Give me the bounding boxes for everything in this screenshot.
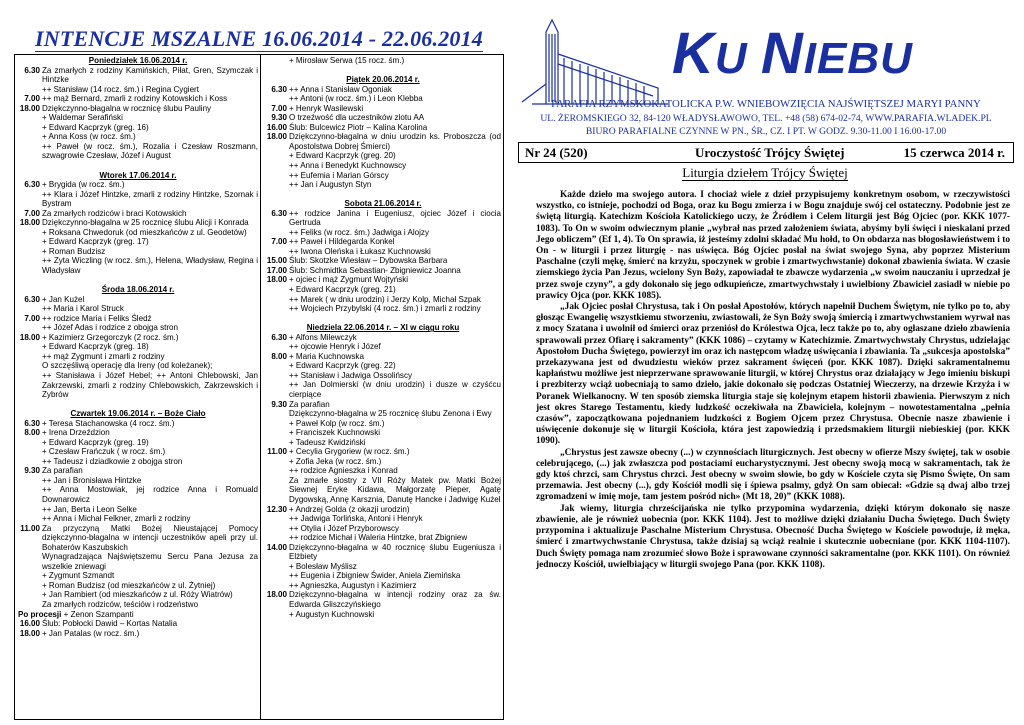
intention-entry	[18, 371, 258, 400]
mass-time: 18.00	[19, 332, 40, 342]
intention-text: + Augustyn Kuchnowski	[289, 609, 375, 619]
intention-entry	[18, 457, 258, 467]
intention-entry	[265, 266, 501, 276]
intention-text: + Zenon Szampanti	[63, 609, 134, 619]
intention-entry	[18, 552, 258, 571]
intention-text: ++ Zyta Wiczling (w rocz. śm.), Helena, Władysław, Regina i Władysław	[42, 256, 258, 275]
intention-entry	[265, 533, 501, 543]
intention-text: + Alfons Milewczyk	[289, 332, 357, 342]
intention-text: Wynagradzająca Najświętszemu Sercu Pana Jezusa za wszelkie zniewagi	[42, 552, 258, 571]
day-heading: Piątek 20.06.2014 r.	[346, 75, 420, 85]
mass-time: 11.00	[267, 447, 287, 457]
intention-text: ++ Paweł (w rocz. śm.), Rozalia i Czesław Roszmann, szwagrowie Czesław, Józef i August	[42, 141, 258, 161]
intention-entry	[18, 218, 258, 228]
spacer	[18, 161, 258, 171]
column-divider	[260, 55, 261, 719]
day-heading: Środa 18.06.2014 r.	[101, 285, 175, 295]
intention-entry	[265, 56, 501, 66]
intention-entry	[18, 247, 258, 257]
article-title: Liturgia dziełem Trójcy Świętej	[682, 165, 848, 180]
intention-text: + Franciszek Kuchnowski	[289, 428, 381, 438]
intention-text: + Henryk Wasilewski	[289, 103, 364, 113]
intention-entry	[265, 256, 501, 266]
mass-time: 7.00	[271, 103, 287, 113]
intention-text: ++ Eugenia i Zbigniew Świder, Aniela Ziemińska	[289, 571, 461, 581]
mass-time: 18.00	[19, 628, 40, 638]
intention-text: Dziękczynno-błagalna w 25 rocznicę ślubu Alicji i Konrada	[42, 218, 249, 228]
intention-entry	[265, 333, 501, 343]
intention-text: Dziękczynno-błagalna w intencji rodziny oraz za św. Edwarda Gliszczyńskiego	[289, 590, 501, 610]
intention-entry	[265, 180, 501, 190]
intention-text: Za przyczyną Matki Bożej Nieustającej Pomocy dziękczynno-błagalna w intencji uczestników apeli przy ul. Bohaterów Kaszubskich	[42, 523, 258, 552]
day-heading: Wtorek 17.06.2014 r.	[99, 170, 177, 180]
intention-text: + Edward Kacprzyk (greg. 16)	[42, 122, 149, 132]
intention-text: + Brygida (w rocz. śm.)	[42, 180, 125, 190]
intention-text: Za zmarłych rodziców i braci Kotowskich	[42, 208, 187, 218]
intention-entry	[18, 314, 258, 324]
intention-text: Za zmarłych rodziców, teściów i rodzeństwo	[42, 600, 199, 610]
intention-text: + Cecylia Grygoriew (w rocz. śm.)	[289, 447, 410, 457]
spacer	[18, 276, 258, 286]
intention-entry	[18, 619, 258, 629]
intention-entry	[18, 524, 258, 553]
intention-text: ++ Stanisława i Józef Hebel; ++ Antoni Chlebowski, Jan Zakrzewski, zmarli z rodziny Chlebowskich, Zakrzewskich i Zybrów	[42, 370, 258, 400]
intention-text: + ojciec i mąż Zygmunt Wojtyński	[289, 275, 409, 285]
parish-address: UL. ŻEROMSKIEGO 32, 84-120 WŁADYSŁAWOWO, TEL. +48 (58) 674-02-74, WWW.PARAFIA.WLADEK.PL	[540, 112, 992, 124]
intention-entry	[265, 361, 501, 371]
intention-text: Za parafian	[42, 466, 83, 476]
article-body	[536, 190, 1010, 571]
intention-text: + Andrzej Golda (z okazji urodzin)	[289, 504, 410, 514]
parish-name: PARAFIA RZYMSKOKATOLICKA P.W. WNIEBOWZIĘCIA NAJŚWIĘTSZEJ MARYI PANNY	[551, 98, 981, 110]
mass-time: 18.00	[19, 218, 40, 228]
intention-text: + Edward Kacprzyk (greg. 17)	[42, 237, 149, 247]
intention-text: ++ mąż Zygmunt i zmarli z rodziny	[42, 351, 165, 361]
intention-entry	[265, 342, 501, 352]
intention-entry	[18, 476, 258, 486]
issue-bar	[518, 142, 1014, 163]
intention-entry	[18, 132, 258, 142]
mass-time: Po procesji	[18, 609, 62, 619]
intention-entry	[265, 371, 501, 381]
intention-entry	[18, 209, 258, 219]
article-paragraph: Jak wiemy, liturgia chrześcijańska nie tylko przypomina wydarzenia, dzięki którym dokonało się nasze zbawienie, ale je również uobecnia (por. KKK 1104). Jest to możliwe dzięki działaniu Ducha Świętego. Duch Święty przypomina i aktualizuje Paschalne Misterium Chrystusa. Obecność Ducha Świętego w Kościele powoduje, iż męka, śmierć i zmartwychwstanie Chrystusa, także dzisiaj są wciąż realnie i skutecznie uobecniane (por. KKK 1104-1107). Duch Święty pomaga nam zrozumieć słowo Boże i sprawowane czynności sakramentalne (por. KKK 1101). On również jednoczy Kościół, uwielbiający w liturgii swojego Pana (por. KKK 1108).	[536, 503, 1010, 570]
intention-text: ++ Paweł i Hildegarda Konkel	[289, 237, 395, 247]
day-heading: Sobota 21.06.2014 r.	[344, 199, 422, 209]
intention-entry	[265, 151, 501, 161]
intention-text: + Jan Rambiert (od mieszkańców z ul. Róży Wiatrów)	[42, 590, 233, 600]
mass-time: 7.00	[24, 94, 40, 104]
article-paragraph: Każde dzieło ma swojego autora. I chociaż wiele z dzieł przypisujemy konkretnym osobom, w rzeczywistości wszystko, co istnieje, pochodzi od Boga, oraz ku Bogu zmierza i w Bogu znajduje swój cel ostateczny. Podobnie jest ze świętą liturgią. Katechizm Kościoła Katolickiego uczy, że Źródłem i Celem liturgii jest Bóg Ojciec (por. KKK 1077-1083). To On w swoim odwiecznym planie „wybrał nas przed założeniem świata, abyśmy byli święci i nieskalani przed Jego obliczem” (Ef 1, 4). To On sprawia, iż jesteśmy zdolni składać Mu hołd, to On obdarza nas błogosławieństwem i to On - w liturgii i przez liturgię - nas uświęca. Bóg Ojciec posłał na świat swojego Syna, aby poprzez Misterium Paschalne (czyli mękę, śmierć na krzyżu, spoczynek w grobie i zmartwychwstanie) dokonał zbawienia świata. W czasie ziemskiego życia Pan Jezus, wcielony Syn Boży, zapowiadał te zbawcze wydarzenia „w swoim nauczaniu i uprzedzał je przez swoje czyny”, a gdy dokonało się jego odkupieńcze, zmartwychwstały i uwielbiony Zbawiciel zasiadł w niebie po prawicy Ojca (por. KKK 1085).	[536, 190, 1010, 301]
intention-entry	[265, 304, 501, 314]
intentions-section	[14, 26, 504, 721]
intention-text: ++ Anna Mostowiak, jej rodzice Anna i Romuald Downarowicz	[42, 485, 258, 505]
intention-entry	[18, 323, 258, 333]
mass-time: 18.00	[266, 590, 287, 600]
mass-time: 6.30	[271, 332, 287, 342]
mass-time: 6.30	[24, 418, 40, 428]
parish-info	[518, 98, 1014, 139]
intention-text: ++ Marek ( w dniu urodzin) i Jerzy Kolp, Michał Szpak	[289, 294, 481, 304]
spacer	[265, 314, 501, 324]
intention-text: Ślub: Pobłocki Dawid – Kortas Natalia	[42, 619, 178, 629]
intention-text: + Edward Kacprzyk (greg. 21)	[289, 285, 396, 295]
intention-entry	[265, 400, 501, 410]
intention-entry	[18, 485, 258, 504]
intention-text: + Mirosław Serwa (15 rocz. śm.)	[289, 56, 405, 65]
mass-time: 8.00	[24, 428, 40, 438]
intention-text: ++ Otylia i Józef Przyborowscy	[289, 523, 400, 533]
spacer	[265, 190, 501, 200]
intention-entry	[18, 428, 258, 438]
intention-text: + Bolesław Myślisz	[289, 561, 357, 571]
intention-entry	[265, 85, 501, 95]
intention-entry	[265, 171, 501, 181]
intention-entry	[18, 66, 258, 85]
intention-entry	[265, 524, 501, 534]
intention-entry	[18, 104, 258, 114]
day-heading: Czwartek 19.06.2014 r. – Boże Ciało	[70, 409, 206, 419]
intention-entry	[265, 610, 501, 620]
intention-entry	[265, 562, 501, 572]
intention-entry	[265, 447, 501, 457]
intention-text: + Paweł Kolp (w rocz. śm.)	[289, 418, 385, 428]
intention-entry	[18, 590, 258, 600]
intention-text: + Roksana Chwedoruk (od mieszkańców z ul. Geodetów)	[42, 227, 247, 237]
issue-date: 15 czerwca 2014 r.	[903, 145, 1005, 160]
intention-text: ++ Jadwiga Torlińska, Antoni i Henryk	[289, 514, 423, 524]
intention-text: Za zmarłych z rodziny Kamińskich, Piłat, Gren, Szymczak i Hintzke	[42, 65, 258, 85]
intention-entry	[18, 228, 258, 238]
church-logo-icon	[518, 14, 670, 106]
intention-text: ++ Agnieszka, Augustyn i Kazimierz	[289, 580, 417, 590]
mass-time: 18.00	[19, 103, 40, 113]
intention-entry	[265, 132, 501, 151]
intention-entry	[18, 600, 258, 610]
intention-text: ++ Anna i Stanisław Ogoniak	[289, 84, 392, 94]
intention-entry	[265, 505, 501, 515]
issue-feast: Uroczystość Trójcy Świętej	[695, 145, 845, 160]
newsletter-section	[518, 14, 1014, 722]
intention-entry	[18, 571, 258, 581]
mass-time: 16.00	[19, 619, 40, 629]
intention-entry	[265, 543, 501, 562]
intention-text: ++ Maria i Karol Struck	[42, 304, 124, 314]
intention-entry	[18, 610, 258, 620]
intention-text: + Roman Budzisz (od mieszkańców z ul. Żytniej)	[42, 580, 216, 590]
intention-text: ++ Feliks (w rocz. śm.) Jadwiga i Alojzy	[289, 227, 429, 237]
intention-entry	[265, 352, 501, 362]
intention-entry	[18, 352, 258, 362]
intention-text: ++ rodzice Janina i Eugeniusz, ojciec Józef i ciocia Gertruda	[289, 208, 501, 228]
intention-entry	[265, 457, 501, 467]
intentions-column-right	[265, 56, 501, 619]
intention-entry	[265, 113, 501, 123]
intention-text: O szczęśliwą operację dla Ireny (od koleżanek);	[42, 361, 213, 371]
intention-text: ++ Tadeusz i dziadkowie z obojga stron	[42, 456, 183, 466]
mass-time: 9.30	[271, 113, 287, 123]
intention-text: ++ Antoni (w rocz. śm.) i Leon Klebba	[289, 94, 423, 104]
intention-text: O trzeźwość dla uczestników zlotu AA	[289, 113, 425, 123]
intention-entry	[265, 228, 501, 238]
intention-text: Dziękczynno-błagalna w rocznicę ślubu Pauliny	[42, 103, 212, 113]
intention-text: ++ Anna i Michał Felkner, zmarli z rodziny	[42, 514, 191, 524]
mass-time: 8.00	[271, 351, 287, 361]
newsletter-brand: KU NIEBU	[672, 21, 913, 86]
mass-time: 16.00	[266, 122, 287, 132]
intention-text: Ślub: Bulcewicz Piotr – Kalina Karolina	[289, 122, 428, 132]
intention-text: ++ Stanisław i Jadwiga Ossolińscy	[289, 370, 412, 380]
mass-time: 6.30	[24, 65, 40, 75]
intentions-box	[14, 54, 504, 720]
intention-text: ++ mąż Bernard, zmarli z rodziny Kotowskich i Koss	[42, 94, 228, 104]
intention-entry	[265, 409, 501, 419]
mass-time: 12.30	[266, 504, 287, 514]
intention-text: ++ Iwona Oleńska i Łukasz Kuchnowski	[289, 246, 431, 256]
intention-text: Za parafian	[289, 399, 330, 409]
intention-entry	[265, 419, 501, 429]
mass-time: 6.30	[24, 180, 40, 190]
intention-entry	[265, 104, 501, 114]
mass-time: 17.00	[266, 265, 287, 275]
mass-time: 11.00	[20, 523, 40, 533]
mass-time: 6.30	[271, 208, 287, 218]
intention-text: + Edward Kacprzyk (greg. 20)	[289, 151, 396, 161]
intention-text: Dziękczynno-błagalna w dniu urodzin ks. Proboszcza (od Apostolstwa Dobrej Śmierci)	[289, 132, 501, 151]
intention-entry	[18, 85, 258, 95]
intention-text: + Teresa Stachanowska (4 rocz. śm.)	[42, 418, 175, 428]
intention-entry	[265, 590, 501, 609]
intention-text: ++ Wojciech Przybylski (4 rocz. śm.) i zmarli z rodziny	[289, 304, 481, 314]
intention-entry	[18, 295, 258, 305]
intention-text: + Maria Kuchnowska	[289, 351, 364, 361]
mass-time: 7.00	[271, 237, 287, 247]
intention-text: + Kazimierz Grzegorczyk (2 rocz. śm.)	[42, 332, 179, 342]
intention-entry	[265, 581, 501, 591]
intention-entry	[18, 304, 258, 314]
intention-entry	[18, 466, 258, 476]
mass-time: 7.00	[24, 208, 40, 218]
intention-entry	[18, 256, 258, 275]
intention-entry	[265, 514, 501, 524]
intention-entry	[18, 361, 258, 371]
mass-time: 18.00	[266, 275, 287, 285]
intention-text: ++ ojcowie Henryk i Józef	[289, 342, 381, 352]
intention-entry	[265, 295, 501, 305]
intention-entry	[18, 123, 258, 133]
intention-entry	[18, 438, 258, 448]
intention-text: + Zygmunt Szmandt	[42, 571, 115, 581]
intention-entry	[265, 161, 501, 171]
intention-text: + Zofia Jeka (w rocz. śm.)	[289, 456, 382, 466]
intention-entry	[18, 419, 258, 429]
parish-office-hours: BIURO PARAFIALNE CZYNNE W PN., ŚR., CZ. I PT. W GODZ. 9.30-11.00 I 16.00-17.00	[585, 126, 947, 137]
issue-number: Nr 24 (520)	[525, 145, 588, 160]
intention-entry	[18, 333, 258, 343]
mass-time: 9.30	[24, 466, 40, 476]
spacer	[18, 400, 258, 410]
intention-entry	[265, 247, 501, 257]
intention-text: ++ Józef Adas i rodzice z obojga stron	[42, 323, 178, 333]
intention-entry	[18, 514, 258, 524]
intention-entry	[18, 629, 258, 639]
intention-entry	[265, 275, 501, 285]
intentions-column-left	[18, 56, 258, 638]
intention-text: + Roman Budzisz	[42, 246, 106, 256]
intention-text: ++ Jan i Augustyn Styn	[289, 180, 372, 190]
intention-entry	[265, 209, 501, 228]
mass-time: 6.30	[24, 294, 40, 304]
intention-text: + Edward Kacprzyk (greg. 18)	[42, 342, 149, 352]
intention-text: + Waldemar Serafiński	[42, 113, 123, 123]
intention-entry	[18, 447, 258, 457]
day-heading: Niedziela 22.06.2014 r. – XI w ciągu roku	[306, 323, 460, 333]
intention-text: ++ Jan i Bronisława Hintzke	[42, 475, 142, 485]
intention-text: ++ Eufemia i Marian Górscy	[289, 170, 389, 180]
intention-entry	[18, 94, 258, 104]
intention-entry	[265, 285, 501, 295]
mass-time: 7.00	[24, 313, 40, 323]
article-paragraph: „Chrystus jest zawsze obecny (...) w czynnościach liturgicznych. Jest obecny w ofierze Mszy świętej, tak w osobie celebrującego, (...) jak zwłaszcza pod postaciami eucharystycznymi. Jest obecny swoją mocą w sakramentach, tak że gdy ktoś chrzci, sam Chrystus chrzci. Jest obecny w swoim słowie, bo gdy w Kościele czyta się Pismo Święte, On sam przemawia. Jest obecny (...), gdy Kościół modli się i śpiewa psalmy, gdyż On sam obiecał: «Gdzie są dwaj albo trzej zgromadzeni w imię moje, tam jestem pośród nich» (Mt 18, 20)” (KKK 1088).	[536, 447, 1010, 503]
intention-entry	[18, 581, 258, 591]
intention-entry	[265, 94, 501, 104]
intention-text: ++ Jan, Berta i Leon Selke	[42, 504, 137, 514]
mass-time: 15.00	[266, 256, 287, 266]
intentions-title: INTENCJE MSZALNE 16.06.2014 - 22.06.2014	[34, 26, 484, 51]
mass-time: 18.00	[266, 132, 287, 142]
intention-text: + Jan Kużel	[42, 294, 85, 304]
intention-entry	[265, 466, 501, 476]
intention-entry	[265, 428, 501, 438]
mass-time: 9.30	[271, 399, 287, 409]
intention-text: Ślub: Schmidtka Sebastian- Zbigniewicz Joanna	[289, 265, 461, 275]
intention-entry	[18, 342, 258, 352]
intention-text: + Edward Kacprzyk (greg. 19)	[42, 437, 149, 447]
intention-text: + Tadeusz Kwidziński	[289, 437, 366, 447]
intention-entry	[265, 571, 501, 581]
intention-entry	[265, 123, 501, 133]
intention-text: Ślub: Skotzke Wiesław – Dybowska Barbara	[289, 256, 448, 266]
intention-text: + Irena Drzeździon	[42, 428, 110, 438]
intention-entry	[265, 380, 501, 399]
intention-entry	[18, 142, 258, 161]
mass-time: 6.30	[271, 84, 287, 94]
article-paragraph: „Jak Ojciec posłał Chrystusa, tak i On posłał Apostołów, których napełnił Duchem Świętym, nie tylko po to, aby głosząc Ewangelię wszystkiemu stworzeniu, zwiastowali, że Syn Boży swoją śmiercią i zmartwychwstaniem wyrwał nas z mocy Szatana i uwolnił od śmierci oraz przeniósł do Królestwa Ojca, lecz także po to, aby ogłaszane dzieło zbawienia sprawowali przez Ofiarę i sakramenty” (KKK 1086) – czytamy w Katechizmie. Zmartwychwstały Chrystus, udzielając Apostołom Ducha Świętego, powierzył im oraz ich następcom władzę uświęcania i zbawiania. Ta „sukcesja apostolska” przekazywana jest od dwudziestu wieków przez sakrament święceń (por. KKK 1087). Dzięki sakramentalnemu kapłaństwu możliwe jest nieprzerwane sprawowanie liturgii, w której Chrystus oraz działający w Jego imieniu biskupi i prezbiterzy wciąż uobecniają to samo dzieło, jakie dokonało się podczas Ostatniej Wieczerzy, na drzewie Krzyża i w Poranek Wielkanocny. W ten sposób ziemska liturgia staje się kolejnym etapem historii zbawienia. Pierwszym z nich jest okres Starego Testamentu, kiedy ludzkość oczekiwała na Zbawiciela, kolejnym – nowotestamentalna „pełnia czasów”, zapoczątkowana pojednaniem ludzkości z Bogiem Ojcem przez Chrystusa. Obecnie nasze zbawienie i uświęcenie dokonuje się w liturgii Kościoła, która jest zapowiedzią i przedsmakiem liturgii niebieskiej (por. KKK 1090).	[536, 302, 1010, 447]
intention-text: Za zmarłe siostry z VII Róży Matek pw. Matki Bożej Siewnej Eryke Kidawa, Małgorzatę Pieper, Agatę Dygowską, Annę Karsznia, Danutę Hancke i Jadwigę Kużel	[289, 475, 501, 505]
intention-text: Dziękczynno-błagalna w 25 rocznicę ślubu Zenona i Ewy	[289, 409, 492, 419]
intention-entry	[18, 237, 258, 247]
intention-entry	[265, 438, 501, 448]
intention-text: Dziękczynno-błagalna w 40 rocznicę ślubu Eugeniusza i Elżbiety	[289, 542, 501, 562]
intention-text: + Czesław Frańczuk ( w rocz. śm.)	[42, 447, 166, 457]
intention-text: + Edward Kacprzyk (greg. 22)	[289, 361, 396, 371]
intention-entry	[18, 113, 258, 123]
intention-text: + Jan Patalas (w rocz. śm.)	[42, 628, 140, 638]
mass-time: 14.00	[266, 542, 287, 552]
intention-text: ++ Jan Dolmierski (w dniu urodzin) i dusze w czyśćcu cierpiące	[289, 380, 501, 399]
intention-text: ++ Klara i Józef Hintzke, zmarli z rodziny Hintzke, Szornak i Bystram	[42, 189, 258, 209]
intention-text: ++ rodzice Maria i Feliks Śledź	[42, 313, 152, 323]
intention-entry	[265, 476, 501, 505]
spacer	[265, 66, 501, 76]
intention-entry	[18, 505, 258, 515]
intention-text: ++ rodzice Michał i Waleria Hintzke, brat Zbigniew	[289, 533, 468, 543]
day-heading: Poniedziałek 16.06.2014 r.	[88, 56, 188, 65]
intention-entry	[265, 237, 501, 247]
intention-entry	[18, 180, 258, 190]
intention-text: ++ Anna i Benedykt Kuchnowscy	[289, 160, 407, 170]
intention-entry	[18, 190, 258, 209]
intention-text: ++ rodzice Agnieszka i Konrad	[289, 466, 398, 476]
intention-text: + Anna Koss (w rocz. śm.)	[42, 132, 136, 142]
intention-text: ++ Stanisław (14 rocz. śm.) i Regina Cygiert	[42, 84, 199, 94]
